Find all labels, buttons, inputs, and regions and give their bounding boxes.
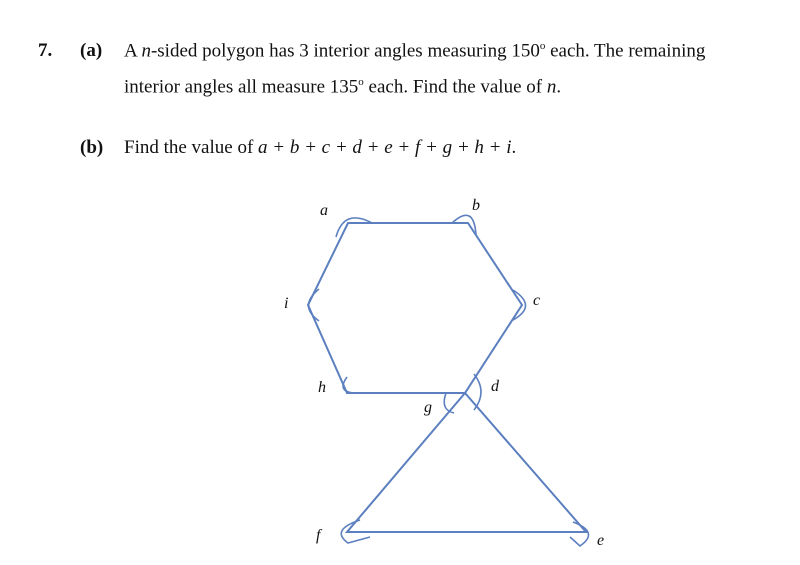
angle-label-h: h	[318, 379, 326, 396]
angle-label-c: c	[533, 292, 541, 309]
text-segment: interior angles all measure 135	[124, 76, 359, 98]
hexagon	[308, 223, 522, 393]
sum-expression: a + b + c + d + e + f + g + h + i	[258, 137, 512, 158]
text-segment: .	[556, 76, 562, 98]
angle-arc-b	[452, 215, 476, 235]
angle-label-b: b	[472, 197, 480, 214]
degree-symbol: o	[358, 76, 364, 88]
angle-label-d: d	[491, 378, 499, 395]
angle-arc-i	[309, 289, 320, 321]
angle-arc-h	[343, 377, 364, 393]
part-b-label: (b)	[80, 137, 104, 158]
text-segment: each. The remaining	[545, 40, 706, 62]
text-segment: .	[511, 137, 517, 158]
text-segment: Find the value of	[124, 137, 259, 158]
angle-label-i: i	[284, 295, 289, 312]
angle-label-a: a	[320, 202, 328, 219]
angle-label-e: e	[597, 532, 605, 549]
angle-label-f: f	[316, 527, 321, 544]
angle-arc-a	[336, 218, 372, 237]
angle-arc-g	[444, 393, 454, 413]
text-segment: A	[124, 40, 142, 62]
degree-symbol: o	[539, 40, 546, 52]
variable-n: n	[141, 40, 151, 62]
triangle	[347, 393, 586, 532]
part-a-label: (a)	[80, 40, 103, 61]
text-segment: -sided polygon has 3 interior angles measuring 150	[150, 40, 540, 62]
variable-n: n	[546, 76, 557, 98]
question-number: 7.	[38, 40, 53, 61]
angle-label-g: g	[424, 399, 432, 416]
text-segment: each. Find the value of	[363, 76, 547, 98]
